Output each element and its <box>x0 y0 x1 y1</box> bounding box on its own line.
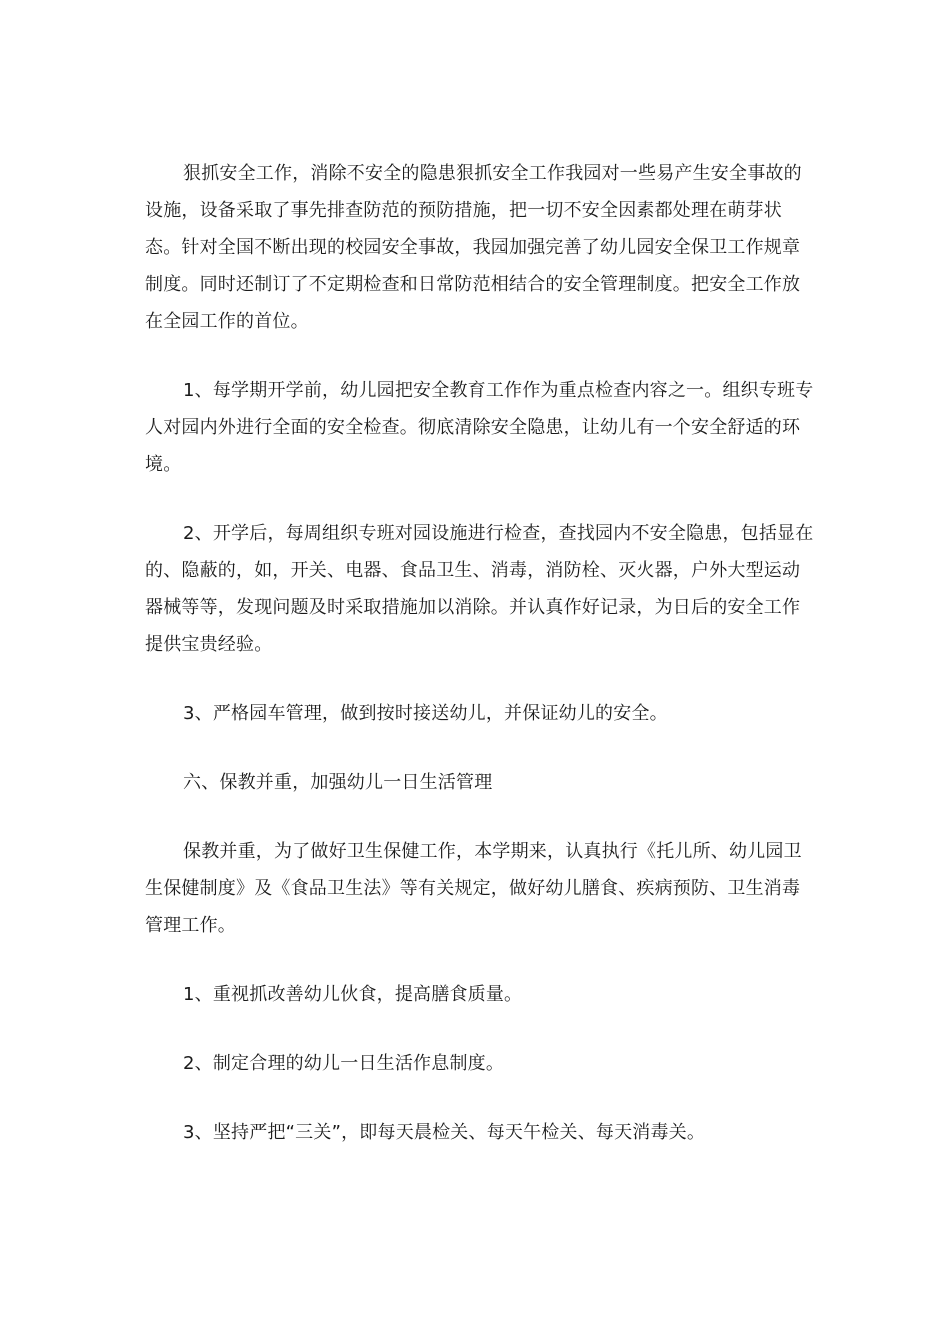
paragraph-care-item-3: 3、坚持严把“三关”，即每天晨检关、每天午检关、每天消毒关。 <box>183 1122 706 1143</box>
paragraph-care-item-2: 2、制定合理的幼儿一日生活作息制度。 <box>183 1053 505 1074</box>
paragraph-safety-intro: 狠抓安全工作，消除不安全的隐患狠抓安全工作我园对一些易产生安全事故的设施，设备采取了事先排查防范的预防措施，把一切不安全因素都处理在萌芽状态。针对全国不断出现的校园安全事故，我园加强完善了幼儿园安全保卫工作规章制度。同时还制订了不定期检查和日常防范相结合的安全管理制度。把安全工作放在全园工作的首位。 <box>145 163 802 332</box>
section-heading-six: 六、保教并重，加强幼儿一日生活管理 <box>183 772 493 793</box>
paragraph-safety-item-1: 1、每学期开学前，幼儿园把安全教育工作作为重点检查内容之一。组织专班专人对园内外进行全面的安全检查。彻底清除安全隐患，让幼儿有一个安全舒适的环境。 <box>145 380 814 475</box>
document-page <box>145 155 815 1151</box>
paragraph-care-intro: 保教并重，为了做好卫生保健工作，本学期来，认真执行《托儿所、幼儿园卫生保健制度》及《食品卫生法》等有关规定，做好幼儿膳食、疾病预防、卫生消毒管理工作。 <box>145 841 802 936</box>
paragraph-safety-item-3: 3、严格园车管理，做到按时接送幼儿，并保证幼儿的安全。 <box>183 703 668 724</box>
paragraph-safety-item-2: 2、开学后，每周组织专班对园设施进行检查，查找园内不安全隐患，包括显在的、隐蔽的，如，开关、电器、食品卫生、消毒，消防栓、灭火器，户外大型运动器械等等，发现问题及时采取措施加以消除。并认真作好记录，为日后的安全工作提供宝贵经验。 <box>145 523 814 655</box>
paragraph-care-item-1: 1、重视抓改善幼儿伙食，提高膳食质量。 <box>183 984 523 1005</box>
